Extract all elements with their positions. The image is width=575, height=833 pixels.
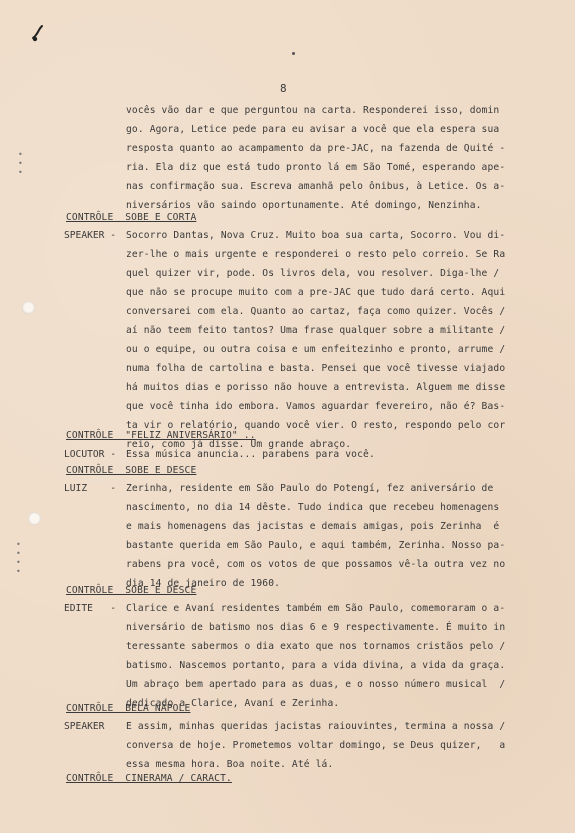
text-line: nas confirmação sua. Escreva amanhã pelo ônibus, à Letice. Os a- [126,181,506,192]
text-line: Um abraço bem apertado para as duas, e o nosso número musical / [126,679,506,690]
control-cue: CONTRÔLE SOBE E DESCE [66,585,197,596]
text-line: que você tinha ido embora. Vamos aguardar fevereiro, não é? Bas- [126,401,506,412]
speaker-label: LUIZ - [64,483,116,494]
text-line: Socorro Dantas, Nova Cruz. Muito boa sua carta, Socorro. Vou di- [126,230,506,241]
text-line: que não se procupe muito com a pre-JAC que tudo dará certo. Aqui [126,287,506,298]
text-line: Clarice e Avaní residentes também em São Paulo, comemoraram o a- [126,603,506,614]
speaker-label: SPEAKER - [64,230,116,241]
text-line: e mais homenagens das jacistas e demais amigas, pois Zerinha é [126,521,500,532]
text-line: aí não teem feito tantos? Uma frase qualquer sobre a militante / [126,325,506,336]
ink-dot [292,52,295,55]
text-line: ria. Ela diz que está tudo pronto lá em São Tomé, esperando ape- [126,162,506,173]
control-cue: CONTRÔLE BELA NÁPOLE [66,703,191,714]
control-cue: CONTRÔLE SOBE E DESCE [66,465,197,476]
text-line: bastante querida em São Paulo, e aqui também, Zerinha. Nosso pa- [126,540,506,551]
punch-hole [22,301,35,314]
text-line: vocês vão dar e que perguntou na carta. Responderei isso, domin [126,105,500,116]
text-line: essa mesma hora. Boa noite. Até lá. [126,759,334,770]
control-cue: CONTRÔLE CINERAMA / CARACT. [66,773,232,784]
text-line: dia 14 de janeiro de 1960. [126,578,281,589]
text-line: Essa música anuncia... parabens para você. [126,449,375,460]
speaker-label: LOCUTOR - [64,449,116,460]
page-number: 8 [280,82,287,95]
text-line: conversarei com ela. Quanto ao cartaz, faça como quizer. Vocês / [126,306,506,317]
control-cue: CONTRÔLE SOBE E CORTA [66,212,197,223]
text-line: E assim, minhas queridas jacistas raiouvintes, termina a nossa / [126,721,506,732]
text-line: niversário de batismo nos dias 6 e 9 respectivamente. É muito in [126,622,506,633]
text-line: niversários vão saindo oportunamente. Até domingo, Nenzinha. [126,200,482,211]
text-line: conversa de hoje. Prometemos voltar domingo, se Deus quizer, a [126,740,506,751]
text-line: ou o equipe, ou outra coisa e um enfeitezinho e pronto, arrume / [126,344,506,355]
text-line: ta vir o relatório, quando você vier. O resto, respondo pelo cor [126,420,506,431]
control-cue: CONTRÔLE "FELIZ ANIVERSÁRIO" .. [66,430,256,441]
margin-marks: • • • [18,150,23,177]
text-line: dedicado a Clarice, Avaní e Zerinha. [126,698,340,709]
text-line: resposta quanto ao acampamento da pre-JAC, na fazenda de Quité - [126,143,506,154]
speaker-label: EDITE - [64,603,116,614]
text-line: batismo. Nascemos portanto, para a vida divina, a vida da graça. [126,660,506,671]
text-line: Zerinha, residente em São Paulo do Potengí, fez aniversário de [126,483,494,494]
text-line: nascimento, no dia 14 dêste. Tudo indica que recebeu homenagens [126,502,500,513]
text-line: zer-lhe o mais urgente e responderei o resto pelo correio. Se Ra [126,249,506,260]
margin-marks: • • • • [16,540,21,576]
text-line: numa folha de cartolina e basta. Pensei que você tivesse viajado [126,363,506,374]
punch-hole [28,512,41,525]
text-line: há muitos dias e porisso não houve a entrevista. Alguem me disse [126,382,506,393]
text-line: rabens pra você, com os votos de que possamos vê-la outra vez no [126,559,506,570]
speaker-label: SPEAKER [64,721,105,732]
ink-mark [30,24,46,44]
text-line: teressante sabermos o dia exato que nos tornamos cristãos pelo / [126,641,506,652]
text-line: reio, como já disse. Um grande abraço. [126,439,352,450]
text-line: quel quizer vir, pode. Os livros dela, vou resolver. Diga-lhe / [126,268,500,279]
text-line: go. Agora, Letice pede para eu avisar a você que ela espera sua [126,124,500,135]
